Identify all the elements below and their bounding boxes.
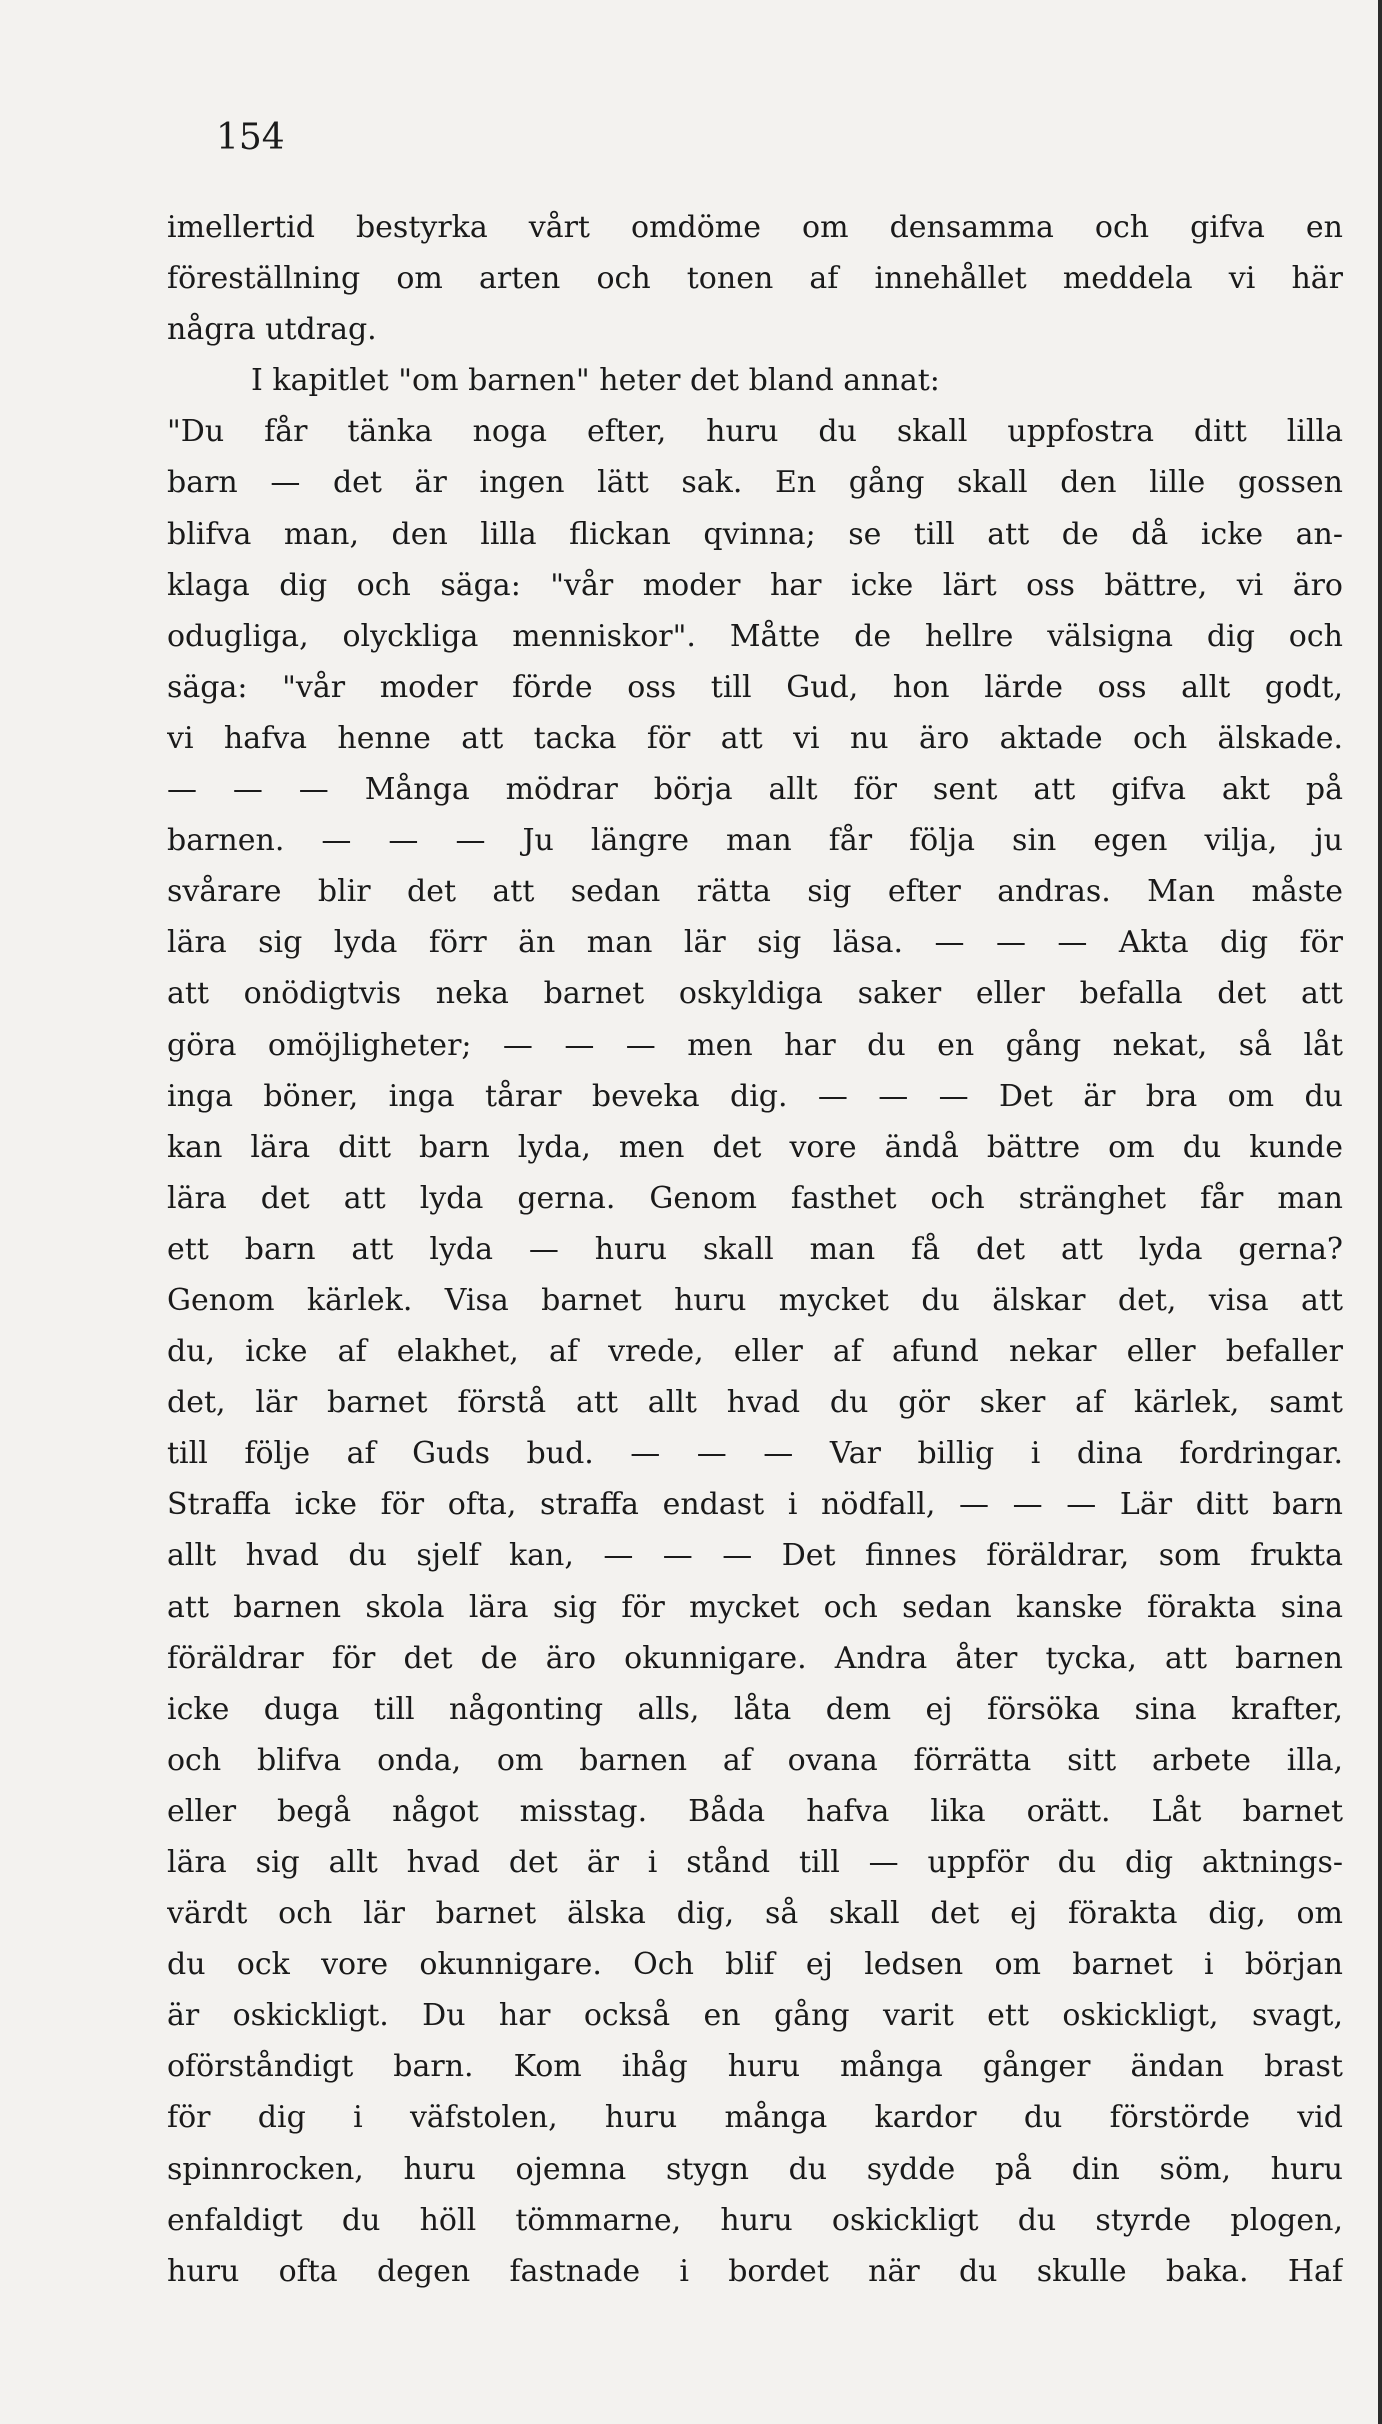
text-line: och blifva onda, om barnen af ovana förrätta sitt arbete illa, [167, 1742, 1343, 1778]
text-line: klaga dig och säga: "vår moder har icke lärt oss bättre, vi äro [167, 567, 1343, 603]
text-line: odugliga, olyckliga menniskor". Måtte de hellre välsigna dig och [167, 618, 1343, 654]
text-line: det, lär barnet förstå att allt hvad du gör sker af kärlek, samt [167, 1385, 1343, 1421]
text-line: spinnrocken, huru ojemna stygn du sydde på din söm, huru [167, 2151, 1343, 2187]
text-line: göra omöjligheter; — — — men har du en gång nekat, så låt [167, 1027, 1343, 1063]
text-line: är oskickligt. Du har också en gång varit ett oskickligt, svagt, [167, 1998, 1343, 2034]
text-line: barn — det är ingen lätt sak. En gång skall den lille gossen [167, 465, 1343, 501]
text-line: svårare blir det att sedan rätta sig efter andras. Man måste [167, 874, 1343, 910]
text-line: för dig i väfstolen, huru många kardor du förstörde vid [167, 2100, 1343, 2136]
text-line: några utdrag. [167, 312, 377, 348]
text-line: Genom kärlek. Visa barnet huru mycket du älskar det, visa att [167, 1282, 1343, 1318]
text-line: enfaldigt du höll tömmarne, huru oskickligt du styrde plogen, [167, 2202, 1343, 2238]
text-line: lära sig lyda förr än man lär sig läsa. — — — Akta dig för [167, 925, 1343, 961]
text-line: huru ofta degen fastnade i bordet när du skulle baka. Haf [167, 2253, 1343, 2289]
text-line: kan lära ditt barn lyda, men det vore ändå bättre om du kunde [167, 1129, 1343, 1165]
text-line: säga: "vår moder förde oss till Gud, hon lärde oss allt godt, [167, 669, 1343, 705]
text-line: föräldrar för det de äro okunnigare. Andra åter tycka, att barnen [167, 1640, 1343, 1676]
text-line: vi hafva henne att tacka för att vi nu äro aktade och älskade. [167, 720, 1343, 756]
text-line: I kapitlet "om barnen" heter det bland annat: [251, 363, 940, 399]
text-line: värdt och lär barnet älska dig, så skall det ej förakta dig, om [167, 1896, 1343, 1932]
text-line: lära sig allt hvad det är i stånd till — uppför du dig aktnings- [167, 1845, 1343, 1880]
text-line: att onödigtvis neka barnet oskyldiga saker eller befalla det att [167, 976, 1343, 1012]
text-line: du ock vore okunnigare. Och blif ej ledsen om barnet i början [167, 1947, 1343, 1983]
body-text [167, 202, 1343, 2297]
text-line: "Du får tänka noga efter, huru du skall uppfostra ditt lilla [167, 414, 1343, 450]
text-line: föreställning om arten och tonen af innehållet meddela vi här [167, 261, 1343, 297]
text-line: — — — Många mödrar börja allt för sent att gifva akt på [167, 772, 1343, 808]
text-line: imellertid bestyrka vårt omdöme om densamma och gifva en [167, 210, 1343, 245]
text-line: eller begå något misstag. Båda hafva lika orätt. Låt barnet [167, 1793, 1343, 1829]
page-edge-shadow [1378, 0, 1382, 2424]
page-number: 154 [216, 117, 285, 158]
text-line: inga böner, inga tårar beveka dig. — — — Det är bra om du [167, 1078, 1343, 1114]
text-line: Straffa icke för ofta, straffa endast i nödfall, — — — Lär ditt barn [167, 1487, 1343, 1523]
text-line: till följe af Guds bud. — — — Var billig i dina fordringar. [167, 1436, 1343, 1472]
text-line: allt hvad du sjelf kan, — — — Det finnes föräldrar, som frukta [167, 1538, 1343, 1574]
text-line: barnen. — — — Ju längre man får följa sin egen vilja, ju [167, 823, 1343, 859]
text-line: blifva man, den lilla flickan qvinna; se till att de då icke an- [167, 516, 1343, 552]
text-line: icke duga till någonting alls, låta dem ej försöka sina krafter, [167, 1691, 1343, 1727]
text-line: oförståndigt barn. Kom ihåg huru många gånger ändan brast [167, 2049, 1343, 2085]
text-line: lära det att lyda gerna. Genom fasthet och stränghet får man [167, 1180, 1343, 1216]
text-line: du, icke af elakhet, af vrede, eller af afund nekar eller befaller [167, 1334, 1343, 1370]
text-line: ett barn att lyda — huru skall man få det att lyda gerna? [167, 1231, 1343, 1267]
text-line: att barnen skola lära sig för mycket och sedan kanske förakta sina [167, 1589, 1343, 1625]
